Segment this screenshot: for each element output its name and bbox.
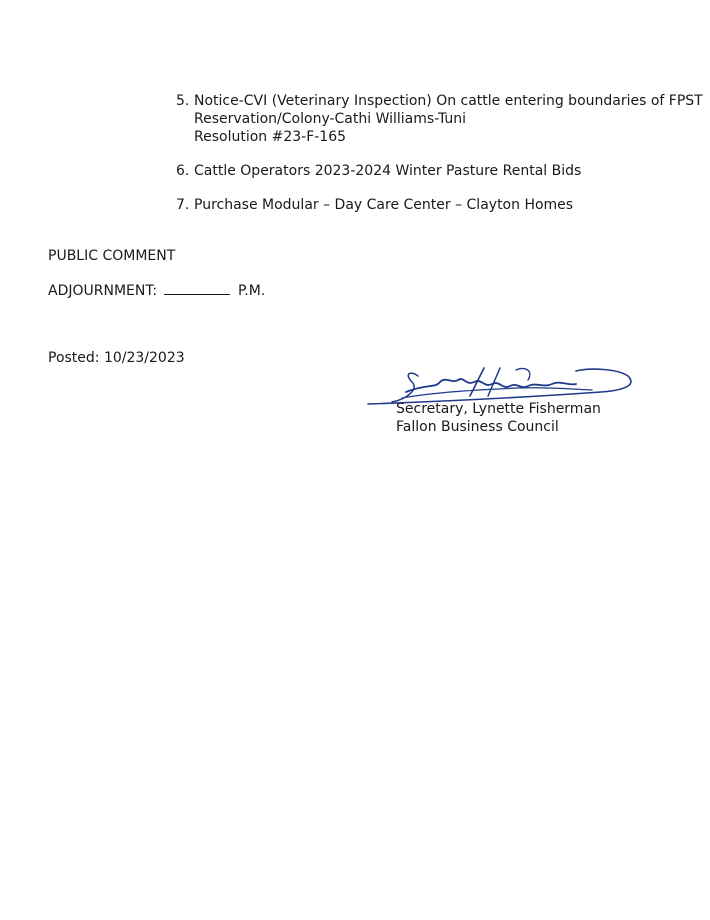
agenda-item-number: 6. bbox=[176, 163, 190, 179]
posted-date: Posted: 10/23/2023 bbox=[48, 350, 185, 366]
organization-name: Fallon Business Council bbox=[396, 419, 559, 435]
agenda-item-line: Cattle Operators 2023-2024 Winter Pasture Rental Bids bbox=[194, 163, 582, 179]
agenda-item-line: Purchase Modular – Day Care Center – Clayton Homes bbox=[194, 197, 574, 213]
adjournment-time-blank bbox=[164, 282, 230, 295]
adjournment-line bbox=[48, 282, 265, 300]
adjournment-suffix: P.M. bbox=[238, 283, 266, 299]
signer-title: Secretary, Lynette Fisherman bbox=[396, 401, 601, 417]
agenda-item-line: Notice-CVI (Veterinary Inspection) On cattle entering boundaries of FPST bbox=[194, 93, 703, 109]
adjournment-label: ADJOURNMENT: bbox=[48, 283, 158, 299]
public-comment-heading: PUBLIC COMMENT bbox=[48, 248, 176, 264]
agenda-item bbox=[176, 196, 686, 214]
agenda-item-line: Reservation/Colony-Cathi Williams-Tuni bbox=[194, 111, 467, 127]
agenda-item-text bbox=[194, 162, 686, 180]
agenda-item-number: 5. bbox=[176, 93, 190, 109]
agenda-item-text bbox=[194, 92, 703, 146]
agenda-item-line: Resolution #23-F-165 bbox=[194, 129, 347, 145]
agenda-item-number: 7. bbox=[176, 197, 190, 213]
signature-block bbox=[366, 362, 656, 442]
agenda-list bbox=[176, 92, 703, 214]
agenda-item-text bbox=[194, 196, 686, 214]
agenda-item bbox=[176, 92, 703, 146]
agenda-item bbox=[176, 162, 686, 180]
